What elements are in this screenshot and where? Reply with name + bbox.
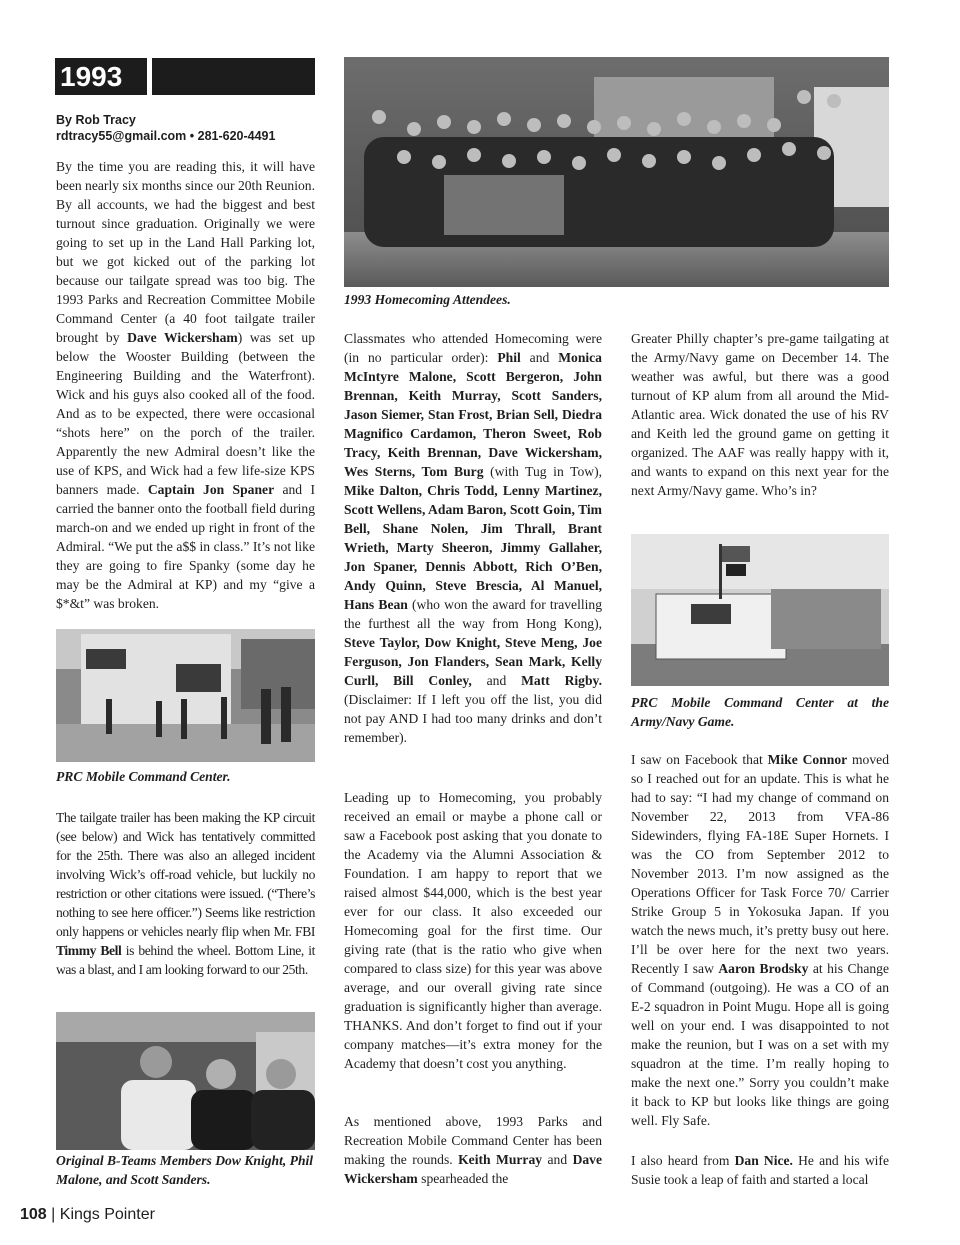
- text-run: He and his wife Susie took a leap of faith and started a local: [631, 1153, 889, 1187]
- text-run: I also heard from: [631, 1153, 735, 1168]
- text-run: (with Tug in Tow),: [483, 464, 602, 479]
- bold-name-run: Aaron Brodsky: [718, 961, 809, 976]
- bold-name-run: Dan Nice.: [734, 1153, 793, 1168]
- column-2-paragraph-2: [344, 788, 602, 1073]
- army-navy-game-caption: PRC Mobile Command Center at the Army/Navy Game.: [631, 695, 889, 729]
- text-run: Leading up to Homecoming, you probably received an email or maybe a phone call or saw a Facebook post asking that you donate to the Academy via the Alumni Association & Foundation. I am happy to report that we raised almost $44,000, which is the best year ever for our class. It also exceeded our Homecoming goal for the first time. Our giving rate (that is the ratio who give when compared to class size) for this year was above average, and our overall giving rate since graduation is significantly higher than average. THANKS. And don’t forget to find out if your company matches—it’s extra money for the Academy that doesn’t cost you anything.: [344, 790, 602, 1071]
- text-run: at his Change of Command (outgoing). He was a CO of an E-2 squadron in Point Mugu. Hope all is going well on your end. I was disappointed to not make the reunion, but I was on a set with my squadron at the time. I’m really hoping to make the next one.” Sorry you couldn’t make it back to KP but looks like things are going well. Fly Safe.: [631, 961, 889, 1128]
- section-year-label: 1993: [55, 58, 147, 95]
- paragraph-text: [631, 750, 889, 1130]
- bold-name-run: Keith Murray: [458, 1152, 543, 1167]
- text-run: moved so I reached out for an update. This is what he had to say: “I had my change of command on November 22, 2013 from VFA-86 Sidewinders, flying FA-18E Super Hornets. I was the CO from September 2012 to November 2013. I’m now assigned as the Operations Officer for Task Force 70/ Carrier Strike Group 5 in Yokosuka Japan. If you watch the news much, it’s pretty busy out here. I’ll be over here for the next two years. Recently I saw: [631, 752, 889, 976]
- bold-name-run: Mike Dalton, Chris Todd, Lenny Martinez, Scott Wellens, Adam Baron, Scott Goin, Tim Bell, Shane Nolen, Jim Thrall, Brant Wrieth, Marty Sheeron, Jimmy Gallaher, Jon Spaner, Dennis Abbott, Rich O’Ben, Andy Quinn, Steve Brescia, Al Manuel, Hans Bean: [344, 483, 602, 612]
- column-1-paragraph-2: [56, 808, 315, 979]
- b-team-members-caption: Original B-Teams Members Dow Knight, Phil Malone, and Scott Sanders.: [56, 1153, 314, 1187]
- column-2-paragraph-3: [344, 1112, 602, 1188]
- mobile-command-center-photo: [56, 629, 315, 762]
- text-run: spearheaded the: [417, 1171, 509, 1186]
- mobile-command-center-caption: PRC Mobile Command Center.: [56, 769, 231, 784]
- bold-name-run: Dave Wickersham: [127, 330, 238, 345]
- publication-name: Kings Pointer: [59, 1206, 155, 1223]
- column-3-paragraph-3: [631, 1151, 889, 1189]
- text-run: and I carried the banner onto the football field during march-on and we ended up right in front of the Admiral. “We put the a$$ in class.” It’s not like they are going to fire Spanky (some day he may be the Admiral at KP) and my “give a $*&t” was broken.: [56, 482, 315, 611]
- column-2-paragraph-1: [344, 329, 602, 747]
- page-number: 108: [20, 1206, 47, 1223]
- text-run: As mentioned above, 1993 Parks and Recreation Mobile Command Center has been making the rounds.: [344, 1114, 602, 1167]
- text-run: I saw on Facebook that: [631, 752, 768, 767]
- column-3-paragraph-1: [631, 329, 889, 500]
- bold-name-run: Mike Connor: [767, 752, 848, 767]
- paragraph-text: [631, 329, 889, 500]
- byline: [56, 112, 275, 144]
- text-run: is behind the wheel. Bottom Line, it was a blast, and I am looking forward to our 25th.: [56, 943, 315, 977]
- text-run: (Disclaimer: If I left you off the list, you did not pay AND I had too many drinks and don’t remember).: [344, 692, 602, 745]
- author-contact: rdtracy55@gmail.com • 281-620-4491: [56, 129, 276, 143]
- bold-name-run: Matt Rigby.: [521, 673, 602, 688]
- text-run: By the time you are reading this, it will have been nearly six months since our 20th Reunion. By all accounts, we had the biggest and best turnout since graduation. Originally we were going to set up in the Land Hall Parking lot, but we got kicked out of the parking lot because our tailgate spread was too big. The 1993 Parks and Recreation Committee Mobile Command Center (a 40 foot tailgate trailer brought by: [56, 159, 315, 345]
- bold-name-run: Steve Taylor, Dow Knight, Steve Meng, Joe Ferguson, Jon Flanders, Sean Mark, Kelly Curll, Bill Conley,: [344, 635, 602, 688]
- text-run: Classmates who attended Homecoming were (in no particular order):: [344, 331, 602, 365]
- text-run: and: [471, 673, 522, 688]
- paragraph-text: [631, 1151, 889, 1189]
- army-navy-game-photo: [631, 534, 889, 686]
- paragraph-text: [344, 788, 602, 1073]
- bold-name-run: Captain Jon Spaner: [147, 482, 275, 497]
- text-run: ) was set up below the Wooster Building (between the Engineering Building and the Waterfront). Wick and his guys also cooked all of the food. And as to be expected, there were occasional “shots here” on the porch of the trailer. Apparently the new Admiral doesn’t like the use of KPS, and Wick had a few life-size KPS banners made.: [56, 330, 316, 497]
- footer-separator: |: [51, 1206, 56, 1223]
- text-run: and: [520, 350, 559, 365]
- paragraph-text: [56, 808, 315, 979]
- paragraph-text: [344, 1112, 602, 1188]
- column-1-paragraph-1: [56, 157, 315, 613]
- author-name: By Rob Tracy: [56, 113, 136, 127]
- bold-name-run: Dave Wickersham: [344, 1152, 603, 1186]
- page-footer: [20, 1206, 155, 1224]
- bold-name-run: Phil: [497, 350, 521, 365]
- paragraph-text: [56, 157, 315, 613]
- text-run: and: [542, 1152, 573, 1167]
- paragraph-text: [344, 329, 602, 747]
- text-run: Greater Philly chapter’s pre-game tailgating at the Army/Navy game on December 14. The weather was awful, but there was a good turnout of KP alum from all around the Mid-Atlantic area. Wick donated the use of his RV and Keith led the ground game on getting it organized. The AAF was really happy with it, and wants to expand on this next year for the next Army/Navy game. Who’s in?: [631, 331, 889, 498]
- bold-name-run: Monica McIntyre Malone, Scott Bergeron, John Brennan, Keith Murray, Scott Sanders, Jason Siemer, Stan Frost, Brian Sell, Diedra Magnifico Cardamon, Theron Sweet, Rob Tracy, Keith Brennan, Dave Wickersham, Wes Sterns, Tom Burg: [344, 350, 602, 479]
- text-run: The tailgate trailer has been making the KP circuit (see below) and Wick has tentatively committed for the 25th. There was also an alleged incident involving Wick’s off-road vehicle, but luckily no restriction or other citations were issued. (“There’s nothing to see here officer.”) Seems like restriction only happens or vehicles nearly flip when Mr. FBI: [56, 810, 315, 939]
- homecoming-photo-caption: 1993 Homecoming Attendees.: [344, 292, 511, 307]
- homecoming-group-photo: [344, 57, 889, 287]
- text-run: (who won the award for travelling the furthest all the way from Hong Kong),: [344, 597, 603, 631]
- column-3-paragraph-2: [631, 750, 889, 1130]
- header-bar: [152, 58, 315, 95]
- b-team-members-photo: [56, 1012, 315, 1150]
- bold-name-run: Timmy Bell: [56, 943, 122, 958]
